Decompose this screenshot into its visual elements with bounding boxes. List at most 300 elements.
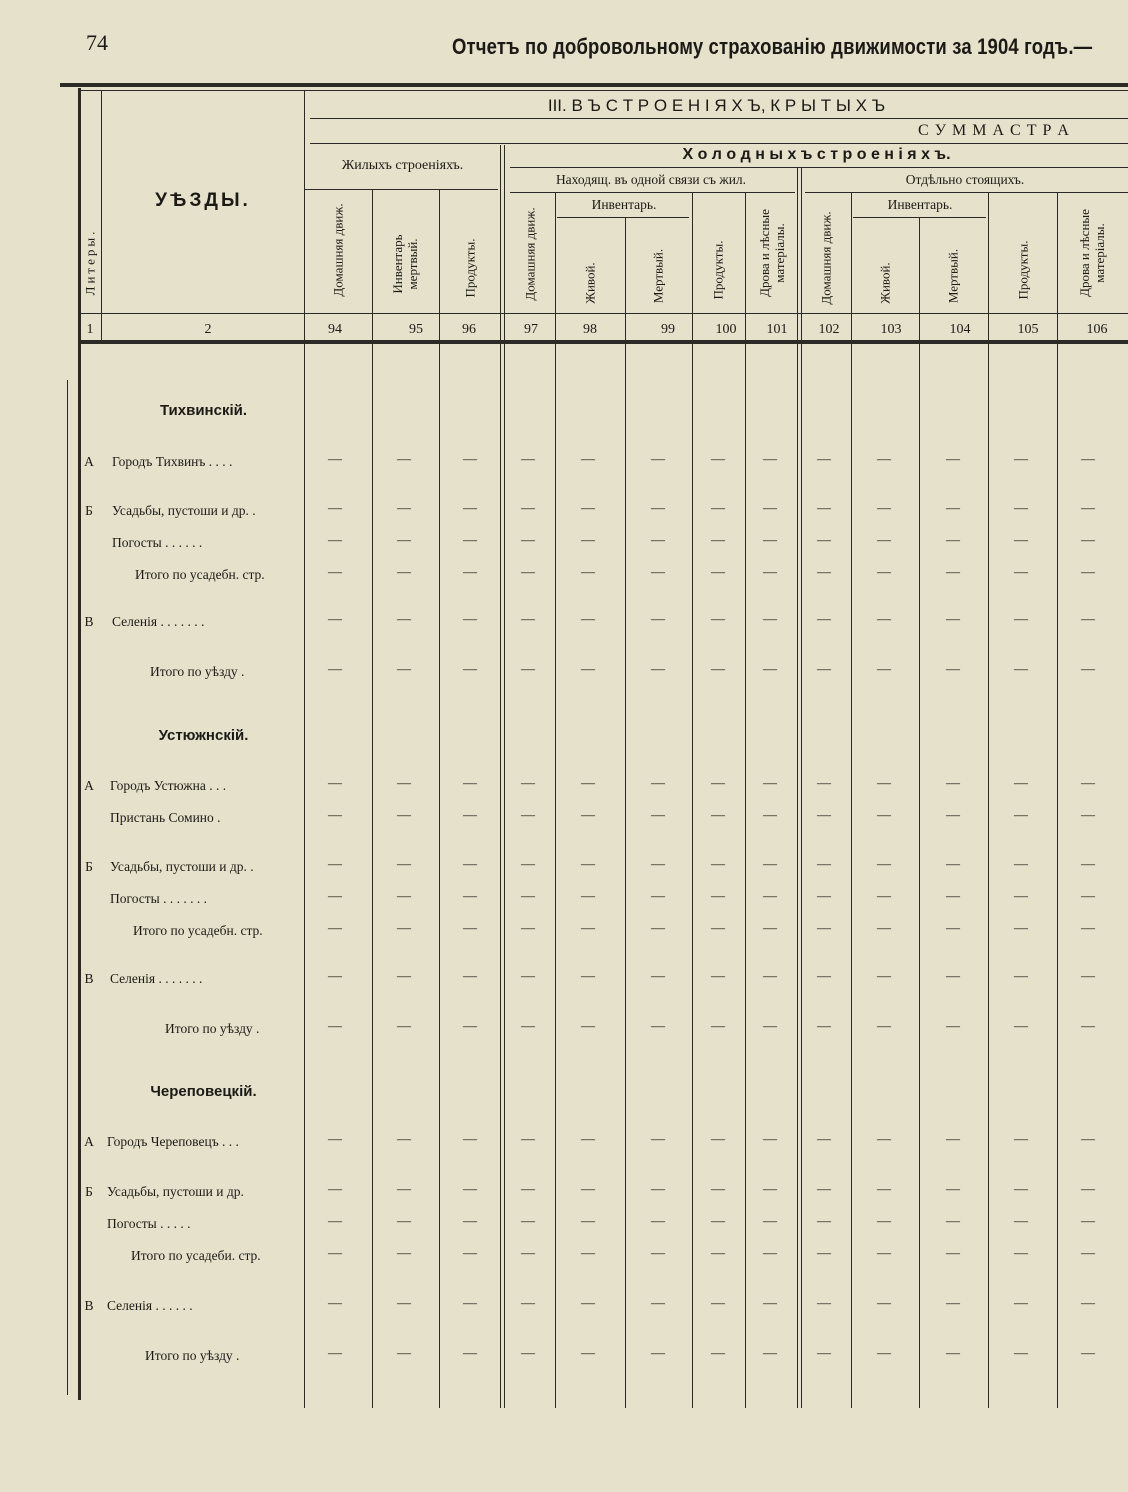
column-number: 98 [583,322,597,337]
empty-cell-dash: — [817,1182,831,1197]
empty-cell-dash: — [1081,1019,1095,1034]
row-letter: Б [85,503,93,518]
empty-cell-dash: — [946,1182,960,1197]
empty-cell-dash: — [463,1346,477,1361]
empty-cell-dash: — [397,921,411,936]
col95-header: Инвентарь мертвый. [390,234,420,294]
row-letter: А [84,454,94,469]
empty-cell-dash: — [1081,776,1095,791]
empty-cell-dash: — [817,662,831,677]
empty-cell-dash: — [763,1346,777,1361]
empty-cell-dash: — [817,612,831,627]
empty-cell-dash: — [817,1246,831,1261]
empty-cell-dash: — [463,612,477,627]
empty-cell-dash: — [877,501,891,516]
empty-cell-dash: — [463,921,477,936]
empty-cell-dash: — [763,612,777,627]
row-label: Городъ Тихвинъ . . . . [112,454,233,469]
empty-cell-dash: — [328,533,342,548]
empty-cell-dash: — [581,662,595,677]
empty-cell-dash: — [877,1346,891,1361]
empty-cell-dash: — [1014,969,1028,984]
empty-cell-dash: — [463,1132,477,1147]
otdelno-rule [805,192,1128,193]
empty-cell-dash: — [328,501,342,516]
row-label: Итого по усадебн. стр. [133,923,263,938]
empty-cell-dash: — [521,612,535,627]
col-divider-98 [625,218,626,1408]
row-label: Городъ Устюжна . . . [110,778,227,793]
empty-cell-dash: — [877,1296,891,1311]
empty-cell-dash: — [521,1132,535,1147]
empty-cell-dash: — [521,1182,535,1197]
empty-cell-dash: — [711,612,725,627]
empty-cell-dash: — [1014,1296,1028,1311]
row-label: Погосты . . . . . . . [110,891,207,906]
row-letter: А [84,1134,94,1149]
v-svyazi-rule [510,192,795,193]
empty-cell-dash: — [651,662,665,677]
empty-cell-dash: — [877,1132,891,1147]
empty-cell-dash: — [581,1246,595,1261]
empty-cell-dash: — [877,452,891,467]
empty-cell-dash: — [946,565,960,580]
empty-cell-dash: — [651,1182,665,1197]
empty-cell-dash: — [328,1132,342,1147]
empty-cell-dash: — [651,921,665,936]
empty-cell-dash: — [877,857,891,872]
empty-cell-dash: — [581,1019,595,1034]
empty-cell-dash: — [1081,1214,1095,1229]
empty-cell-dash: — [521,1346,535,1361]
empty-cell-dash: — [877,1019,891,1034]
empty-cell-dash: — [463,533,477,548]
empty-cell-dash: — [1014,452,1028,467]
empty-cell-dash: — [1081,921,1095,936]
page-title-text: Отчетъ по добровольному страхованію движимости за 1904 годъ. [452,34,1074,59]
empty-cell-dash: — [581,1296,595,1311]
empty-cell-dash: — [817,1346,831,1361]
empty-cell-dash: — [581,776,595,791]
empty-cell-dash: — [711,1132,725,1147]
empty-cell-dash: — [763,776,777,791]
empty-cell-dash: — [651,857,665,872]
empty-cell-dash: — [817,501,831,516]
col103-header: Живой. [877,262,893,304]
empty-cell-dash: — [581,889,595,904]
empty-cell-dash: — [817,1019,831,1034]
row-label: Городъ Череповецъ . . . [107,1134,239,1149]
empty-cell-dash: — [463,857,477,872]
empty-cell-dash: — [817,889,831,904]
litery-header: Литеры. [82,228,98,296]
uezdy-header: УѢЗДЫ. [155,190,251,211]
column-number: 103 [880,322,902,337]
col100-header: Продукты. [710,240,726,300]
empty-cell-dash: — [817,969,831,984]
col-divider-100 [745,192,746,1408]
v-svyazi-header: Находящ. въ одной связи съ жил. [555,172,747,187]
empty-cell-dash: — [763,1019,777,1034]
col105-header: Продукты. [1015,240,1031,300]
empty-cell-dash: — [463,565,477,580]
col94-header: Домашняя движ. [330,203,346,297]
empty-cell-dash: — [817,452,831,467]
empty-cell-dash: — [1014,1182,1028,1197]
empty-cell-dash: — [651,1019,665,1034]
empty-cell-dash: — [946,612,960,627]
empty-cell-dash: — [328,921,342,936]
inventar-rule-1 [557,217,689,218]
empty-cell-dash: — [1014,857,1028,872]
empty-cell-dash: — [651,612,665,627]
row-label: Итого по уѣзду . [165,1021,260,1036]
empty-cell-dash: — [817,1132,831,1147]
empty-cell-dash: — [581,533,595,548]
empty-cell-dash: — [1014,808,1028,823]
empty-cell-dash: — [581,857,595,872]
col-divider-103 [919,218,920,1408]
empty-cell-dash: — [1081,1182,1095,1197]
col102-header: Домашняя движ. [818,211,834,305]
col97-header: Домашняя движ. [522,207,538,301]
empty-cell-dash: — [463,452,477,467]
left-border [78,88,81,1400]
empty-cell-dash: — [463,808,477,823]
empty-cell-dash: — [877,565,891,580]
empty-cell-dash: — [463,889,477,904]
row-label: Селенія . . . . . . . [112,614,205,629]
col-divider-101b [801,168,802,1408]
empty-cell-dash: — [397,808,411,823]
empty-cell-dash: — [328,857,342,872]
row-label: Итого по усадебн. стр. [135,567,265,582]
empty-cell-dash: — [521,921,535,936]
empty-cell-dash: — [946,776,960,791]
col-divider-101a [797,168,798,1408]
district-title: Тихвинскій. [159,402,248,419]
empty-cell-dash: — [877,969,891,984]
empty-cell-dash: — [463,662,477,677]
left-margin-rule [67,380,68,1395]
empty-cell-dash: — [328,452,342,467]
empty-cell-dash: — [328,662,342,677]
empty-cell-dash: — [651,969,665,984]
empty-cell-dash: — [711,776,725,791]
header-bottom-rule [80,340,1128,344]
empty-cell-dash: — [651,1246,665,1261]
row-label: Усадьбы, пустоши и др. . [112,503,256,518]
empty-cell-dash: — [711,857,725,872]
col96-header: Продукты. [462,238,478,298]
empty-cell-dash: — [1081,857,1095,872]
empty-cell-dash: — [877,776,891,791]
empty-cell-dash: — [397,1246,411,1261]
empty-cell-dash: — [463,1246,477,1261]
empty-cell-dash: — [1014,533,1028,548]
empty-cell-dash: — [763,969,777,984]
row-label: Итого по уѣзду . [145,1348,240,1363]
empty-cell-dash: — [581,1132,595,1147]
empty-cell-dash: — [711,1246,725,1261]
row-label: Селенія . . . . . . . [110,971,203,986]
empty-cell-dash: — [946,501,960,516]
empty-cell-dash: — [581,1182,595,1197]
col-divider-96b [504,145,505,1408]
inventar-header-1: Инвентарь. [591,197,657,212]
empty-cell-dash: — [711,1182,725,1197]
empty-cell-dash: — [1014,565,1028,580]
top-rule [60,83,1128,87]
empty-cell-dash: — [763,857,777,872]
col-divider-95 [439,190,440,1408]
empty-cell-dash: — [877,889,891,904]
empty-cell-dash: — [328,612,342,627]
empty-cell-dash: — [328,1182,342,1197]
empty-cell-dash: — [711,501,725,516]
empty-cell-dash: — [946,533,960,548]
column-number: 102 [818,322,840,337]
empty-cell-dash: — [1081,662,1095,677]
col-divider-97 [555,192,556,1408]
empty-cell-dash: — [328,1214,342,1229]
empty-cell-dash: — [1081,533,1095,548]
empty-cell-dash: — [651,565,665,580]
empty-cell-dash: — [397,1182,411,1197]
empty-cell-dash: — [581,1214,595,1229]
empty-cell-dash: — [1014,1246,1028,1261]
empty-cell-dash: — [397,662,411,677]
empty-cell-dash: — [521,776,535,791]
empty-cell-dash: — [817,808,831,823]
empty-cell-dash: — [521,533,535,548]
page-title [452,34,1092,60]
empty-cell-dash: — [763,1296,777,1311]
empty-cell-dash: — [711,452,725,467]
inventar-header-2: Инвентарь. [887,197,953,212]
empty-cell-dash: — [328,1296,342,1311]
otdelno-header: Отдѣльно стоящихъ. [905,172,1025,187]
summa-header: С У М М А С Т Р А [918,122,1070,139]
empty-cell-dash: — [1014,1019,1028,1034]
row-label: Пристань Сомино . [110,810,221,825]
empty-cell-dash: — [946,452,960,467]
empty-cell-dash: — [397,1019,411,1034]
empty-cell-dash: — [1014,776,1028,791]
empty-cell-dash: — [1081,1132,1095,1147]
section-title-rule [310,118,1128,119]
empty-cell-dash: — [328,889,342,904]
empty-cell-dash: — [521,857,535,872]
empty-cell-dash: — [946,857,960,872]
empty-cell-dash: — [521,889,535,904]
empty-cell-dash: — [463,1182,477,1197]
empty-cell-dash: — [946,662,960,677]
empty-cell-dash: — [463,501,477,516]
empty-cell-dash: — [877,612,891,627]
empty-cell-dash: — [763,501,777,516]
empty-cell-dash: — [651,1346,665,1361]
empty-cell-dash: — [397,889,411,904]
empty-cell-dash: — [651,1296,665,1311]
empty-cell-dash: — [946,1246,960,1261]
empty-cell-dash: — [1014,1214,1028,1229]
empty-cell-dash: — [1081,612,1095,627]
empty-cell-dash: — [651,776,665,791]
empty-cell-dash: — [1081,1246,1095,1261]
column-number: 105 [1017,322,1039,337]
row-label: Усадьбы, пустоши и др. . [110,859,254,874]
uezdy-divider [304,90,305,1408]
zhilye-rule [305,189,498,190]
empty-cell-dash: — [711,662,725,677]
kholodnye-header: Х о л о д н ы х ъ с т р о е н і я х ъ. [682,146,951,163]
empty-cell-dash: — [817,1296,831,1311]
empty-cell-dash: — [581,452,595,467]
empty-cell-dash: — [521,452,535,467]
empty-cell-dash: — [397,452,411,467]
empty-cell-dash: — [521,808,535,823]
empty-cell-dash: — [877,1182,891,1197]
district-title: Устюжнскій. [158,727,249,744]
col-divider-105 [1057,192,1058,1408]
empty-cell-dash: — [581,612,595,627]
empty-cell-dash: — [397,533,411,548]
col-divider-94 [372,190,373,1408]
empty-cell-dash: — [651,889,665,904]
empty-cell-dash: — [763,1246,777,1261]
empty-cell-dash: — [1081,808,1095,823]
empty-cell-dash: — [711,969,725,984]
empty-cell-dash: — [397,1214,411,1229]
empty-cell-dash: — [877,1214,891,1229]
empty-cell-dash: — [1081,1346,1095,1361]
litery-divider [101,90,102,340]
empty-cell-dash: — [1081,889,1095,904]
empty-cell-dash: — [711,1296,725,1311]
empty-cell-dash: — [581,969,595,984]
empty-cell-dash: — [328,776,342,791]
empty-cell-dash: — [817,776,831,791]
empty-cell-dash: — [651,1214,665,1229]
column-number: 94 [328,322,342,337]
page-number: 74 [86,30,108,55]
empty-cell-dash: — [946,889,960,904]
row-letter: В [84,1298,94,1313]
district-title: Череповецкій. [150,1083,257,1100]
col99-header: Мертвый. [650,248,666,304]
empty-cell-dash: — [763,565,777,580]
column-number: 2 [204,322,212,337]
empty-cell-dash: — [763,1214,777,1229]
empty-cell-dash: — [711,808,725,823]
empty-cell-dash: — [651,1132,665,1147]
empty-cell-dash: — [463,969,477,984]
empty-cell-dash: — [711,921,725,936]
empty-cell-dash: — [463,1019,477,1034]
empty-cell-dash: — [328,565,342,580]
empty-cell-dash: — [328,1346,342,1361]
empty-cell-dash: — [521,565,535,580]
empty-cell-dash: — [817,857,831,872]
empty-cell-dash: — [581,921,595,936]
empty-cell-dash: — [397,501,411,516]
empty-cell-dash: — [521,1214,535,1229]
empty-cell-dash: — [946,1214,960,1229]
empty-cell-dash: — [763,452,777,467]
col98-header: Живой. [582,262,598,304]
empty-cell-dash: — [328,1246,342,1261]
empty-cell-dash: — [397,565,411,580]
empty-cell-dash: — [1081,1296,1095,1311]
page-title-tail: — [1073,34,1093,59]
column-number: 1 [86,322,94,337]
empty-cell-dash: — [877,1246,891,1261]
empty-cell-dash: — [711,1214,725,1229]
col-divider-99 [692,192,693,1408]
empty-cell-dash: — [397,612,411,627]
empty-cell-dash: — [397,1132,411,1147]
empty-cell-dash: — [1014,612,1028,627]
empty-cell-dash: — [328,808,342,823]
col-divider-102 [851,192,852,1408]
column-number: 95 [409,322,423,337]
empty-cell-dash: — [521,969,535,984]
empty-cell-dash: — [763,1182,777,1197]
empty-cell-dash: — [463,1296,477,1311]
row-label: Селенія . . . . . . [107,1298,193,1313]
empty-cell-dash: — [581,808,595,823]
section-title: III. В Ъ С Т Р О Е Н І Я Х Ъ, К Р Ы Т Ы Х Ъ [547,96,886,115]
col106-header: Дрова и лѣсные матеріалы. [1077,209,1107,297]
zhilye-header: Жилыхъ строеніяхъ. [341,158,464,173]
row-label: Итого по усадеби. стр. [131,1248,261,1263]
empty-cell-dash: — [328,969,342,984]
empty-cell-dash: — [1014,501,1028,516]
empty-cell-dash: — [1081,565,1095,580]
empty-cell-dash: — [817,1214,831,1229]
column-number-rule [80,313,1128,314]
empty-cell-dash: — [651,808,665,823]
empty-cell-dash: — [651,501,665,516]
empty-cell-dash: — [651,452,665,467]
kholodnye-rule [510,167,1128,168]
row-letter: Б [85,859,93,874]
row-label: Погосты . . . . . . [112,535,203,550]
empty-cell-dash: — [397,776,411,791]
row-label: Итого по уѣзду . [150,664,245,679]
empty-cell-dash: — [946,808,960,823]
col101-header: Дрова и лѣсные матеріалы. [757,209,787,297]
row-label: Усадьбы, пустоши и др. [107,1184,244,1199]
col104-header: Мертвый. [945,248,961,304]
empty-cell-dash: — [581,565,595,580]
column-number: 100 [715,322,737,337]
empty-cell-dash: — [711,1346,725,1361]
empty-cell-dash: — [1014,662,1028,677]
empty-cell-dash: — [711,1019,725,1034]
empty-cell-dash: — [1081,501,1095,516]
empty-cell-dash: — [397,969,411,984]
column-number: 101 [766,322,788,337]
empty-cell-dash: — [397,857,411,872]
empty-cell-dash: — [463,776,477,791]
empty-cell-dash: — [463,1214,477,1229]
empty-cell-dash: — [1014,889,1028,904]
empty-cell-dash: — [817,565,831,580]
column-number: 96 [462,322,476,337]
empty-cell-dash: — [521,662,535,677]
